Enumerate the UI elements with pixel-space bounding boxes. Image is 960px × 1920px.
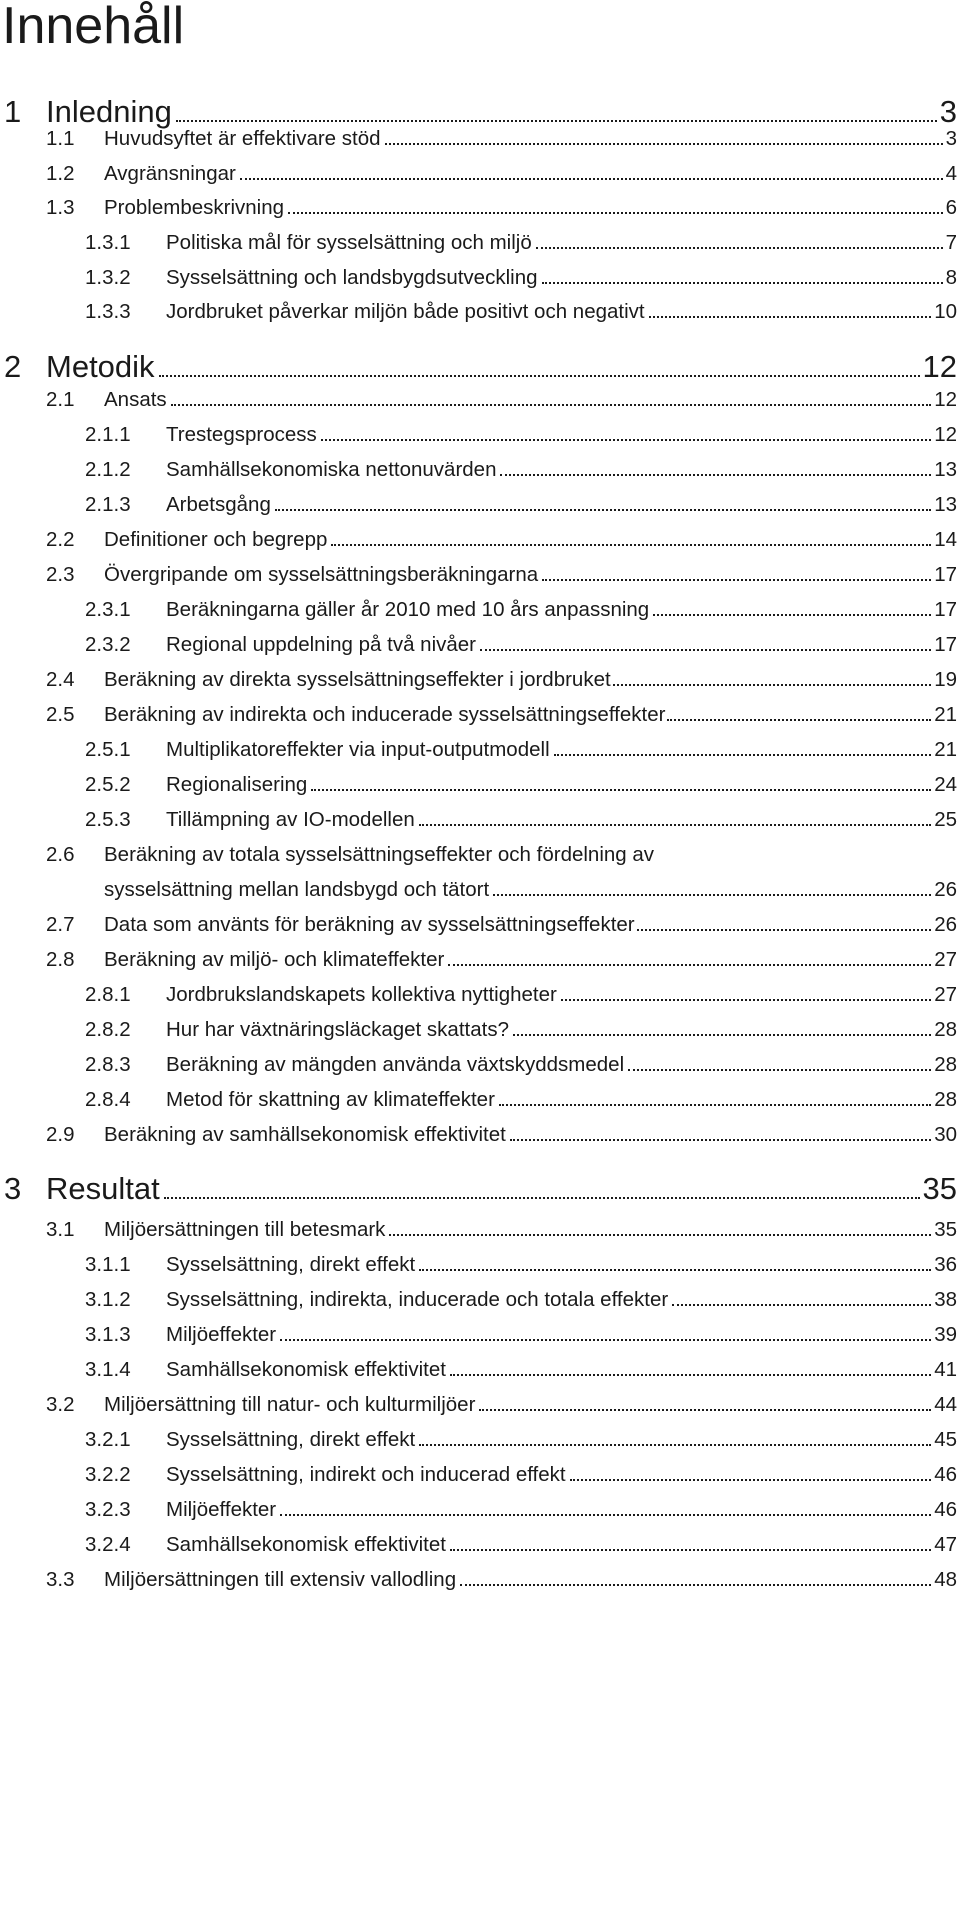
toc-page-number: 12	[934, 388, 957, 411]
dot-leader	[275, 509, 931, 511]
toc-entry-2-1-2[interactable]	[85, 458, 957, 482]
toc-title: Regionalisering	[166, 773, 308, 796]
toc-title: Övergripande om sysselsättningsberäkningarna	[104, 563, 539, 586]
toc-number: 2.5.1	[85, 738, 131, 761]
toc-page-number: 48	[934, 1568, 957, 1591]
toc-entry-2-3[interactable]	[46, 563, 957, 587]
toc-entry-2[interactable]	[4, 349, 957, 385]
dot-leader	[561, 999, 931, 1001]
toc-title: Sysselsättning, indirekt och inducerad effekt	[166, 1463, 566, 1486]
toc-entry-2-9[interactable]	[46, 1123, 957, 1147]
toc-title: Ansats	[104, 388, 167, 411]
toc-page-number: 35	[922, 1171, 957, 1206]
toc-title: Arbetsgång	[166, 493, 271, 516]
dot-leader	[280, 1339, 931, 1341]
toc-entry-1-3[interactable]	[46, 196, 957, 220]
dot-leader	[672, 1304, 931, 1306]
dot-leader	[419, 1269, 931, 1271]
toc-page-number: 26	[934, 878, 957, 901]
toc-title: Jordbruket påverkar miljön både positivt och negativt	[166, 300, 645, 323]
toc-entry-3-2-1[interactable]	[85, 1428, 957, 1452]
toc-entry-2-1[interactable]	[46, 388, 957, 412]
toc-number: 2.8.3	[85, 1053, 131, 1076]
dot-leader	[288, 212, 943, 214]
toc-title: Miljöeffekter	[166, 1498, 277, 1521]
dot-leader	[448, 964, 931, 966]
dot-leader	[419, 1444, 931, 1446]
toc-title: Sysselsättning, direkt effekt	[166, 1428, 416, 1451]
toc-page-number: 25	[934, 808, 957, 831]
toc-page-number: 3	[945, 127, 957, 150]
dot-leader	[164, 1197, 920, 1199]
toc-entry-3[interactable]	[4, 1171, 957, 1207]
toc-entry-2-5-3[interactable]	[85, 808, 957, 832]
toc-title: Trestegsprocess	[166, 423, 317, 446]
toc-page-number: 45	[934, 1428, 957, 1451]
toc-page-number: 28	[934, 1018, 957, 1041]
toc-title: Miljöeffekter	[166, 1323, 277, 1346]
dot-leader	[499, 1104, 931, 1106]
dot-leader	[613, 684, 932, 686]
dot-leader	[176, 120, 937, 122]
toc-entry-3-1-3[interactable]	[85, 1323, 957, 1347]
toc-title: Miljöersättningen till extensiv vallodling	[104, 1568, 457, 1591]
toc-page-number: 7	[945, 231, 957, 254]
toc-number: 1.3.2	[85, 266, 131, 289]
toc-number: 2.3.2	[85, 633, 131, 656]
toc-number: 3.1.2	[85, 1288, 131, 1311]
toc-entry-1-3-1[interactable]	[85, 231, 957, 255]
toc-entry-2-5-1[interactable]	[85, 738, 957, 762]
dot-leader	[171, 404, 932, 406]
toc-number: 2.8	[46, 948, 75, 971]
toc-page-number: 30	[934, 1123, 957, 1146]
dot-leader	[649, 316, 932, 318]
toc-number: 3.1.1	[85, 1253, 131, 1276]
toc-entry-1-2[interactable]	[46, 162, 957, 186]
toc-title: Sysselsättning, indirekta, inducerade och totala effekter	[166, 1288, 669, 1311]
toc-number: 3.2	[46, 1393, 75, 1416]
dot-leader	[240, 178, 943, 180]
dot-leader	[542, 282, 943, 284]
toc-entry-3-1[interactable]	[46, 1218, 957, 1242]
toc-title: Miljöersättning till natur- och kulturmiljöer	[104, 1393, 476, 1416]
toc-entry-2-2[interactable]	[46, 528, 957, 552]
toc-number: 2.1.2	[85, 458, 131, 481]
dot-leader	[450, 1549, 931, 1551]
dot-leader	[479, 1409, 931, 1411]
toc-number: 2.5.2	[85, 773, 131, 796]
toc-title: Beräkningarna gäller år 2010 med 10 års anpassning	[166, 598, 650, 621]
toc-number: 2.9	[46, 1123, 75, 1146]
toc-title: Multiplikatoreffekter via input-outputmodell	[166, 738, 550, 761]
page-title: Innehåll	[2, 0, 185, 55]
toc-title: Metodik	[46, 349, 155, 384]
toc-number: 3.1	[46, 1218, 75, 1241]
toc-page-number: 21	[934, 738, 957, 761]
toc-title: Hur har växtnäringsläckaget skattats?	[166, 1018, 509, 1041]
dot-leader	[311, 789, 931, 791]
dot-leader	[513, 1034, 931, 1036]
toc-page-number: 21	[934, 703, 957, 726]
toc-page-number: 27	[934, 948, 957, 971]
toc-number: 2.1.3	[85, 493, 131, 516]
toc-title: Sysselsättning och landsbygdsutveckling	[166, 266, 538, 289]
toc-entry-3-1-4[interactable]	[85, 1358, 957, 1382]
dot-leader	[450, 1374, 931, 1376]
toc-page-number: 46	[934, 1498, 957, 1521]
dot-leader	[280, 1514, 931, 1516]
toc-page-number: 38	[934, 1288, 957, 1311]
dot-leader	[331, 544, 931, 546]
toc-number: 1.2	[46, 162, 75, 185]
dot-leader	[554, 754, 932, 756]
dot-leader	[389, 1234, 931, 1236]
toc-entry-2-3-2[interactable]	[85, 633, 957, 657]
toc-title: Samhällsekonomisk effektivitet	[166, 1358, 446, 1381]
toc-title: Inledning	[46, 94, 172, 129]
toc-entry-1-3-2[interactable]	[85, 266, 957, 290]
toc-number: 2.6	[46, 843, 75, 866]
toc-entry-2-5[interactable]	[46, 703, 957, 727]
toc-entry-2-7[interactable]	[46, 913, 957, 937]
toc-entry-3-1-2[interactable]	[85, 1288, 957, 1312]
dot-leader	[510, 1139, 931, 1141]
toc-page-number: 41	[934, 1358, 957, 1381]
toc-number: 2.4	[46, 668, 75, 691]
toc-page-number: 47	[934, 1533, 957, 1556]
toc-entry-2-8-2[interactable]	[85, 1018, 957, 1042]
toc-entry-2-1-3[interactable]	[85, 493, 957, 517]
toc-number: 3.2.2	[85, 1463, 131, 1486]
toc-number: 1.1	[46, 127, 75, 150]
toc-title: Miljöersättningen till betesmark	[104, 1218, 386, 1241]
toc-page-number: 27	[934, 983, 957, 1006]
toc-number: 3	[4, 1171, 22, 1206]
toc-entry-2-6[interactable]	[46, 843, 654, 867]
toc-number: 2.3	[46, 563, 75, 586]
toc-entry-2-5-2[interactable]	[85, 773, 957, 797]
toc-page-number: 13	[934, 493, 957, 516]
toc-title: Jordbrukslandskapets kollektiva nyttigheter	[166, 983, 557, 1006]
toc-title: Samhällsekonomiska nettonuvärden	[166, 458, 497, 481]
toc-entry-3-2[interactable]	[46, 1393, 957, 1417]
toc-page-number: 17	[934, 563, 957, 586]
toc-number: 2.8.1	[85, 983, 131, 1006]
dot-leader	[628, 1069, 931, 1071]
toc-title: Huvudsyftet är effektivare stöd	[104, 127, 381, 150]
toc-number: 2.5	[46, 703, 75, 726]
toc-title: Data som använts för beräkning av sysselsättningseffekter	[104, 913, 635, 936]
toc-number: 2.8.4	[85, 1088, 131, 1111]
toc-title: Beräkning av samhällsekonomisk effektivitet	[104, 1123, 506, 1146]
toc-entry-3-3[interactable]	[46, 1568, 957, 1592]
toc-number: 2.7	[46, 913, 75, 936]
toc-title: Avgränsningar	[104, 162, 236, 185]
toc-entry-2-8[interactable]	[46, 948, 957, 972]
toc-entry-2-4[interactable]	[46, 668, 957, 692]
toc-title: Problembeskrivning	[104, 196, 285, 219]
toc-number: 1.3.1	[85, 231, 131, 254]
toc-number: 2.3.1	[85, 598, 131, 621]
toc-page-number: 36	[934, 1253, 957, 1276]
dot-leader	[542, 579, 931, 581]
toc-entry-3-1-1[interactable]	[85, 1253, 957, 1277]
toc-entry-1-1[interactable]	[46, 127, 957, 151]
dot-leader	[480, 649, 931, 651]
toc-entry-2-1-1[interactable]	[85, 423, 957, 447]
toc-entry-2-6-cont[interactable]	[104, 878, 957, 902]
toc-entry-3-2-2[interactable]	[85, 1463, 957, 1487]
toc-page-number: 12	[922, 349, 957, 384]
toc-page-number: 6	[945, 196, 957, 219]
toc-number: 2.8.2	[85, 1018, 131, 1041]
toc-page-number: 39	[934, 1323, 957, 1346]
toc-title: Tillämpning av IO-modellen	[166, 808, 415, 831]
toc-entry-2-8-3[interactable]	[85, 1053, 957, 1077]
toc-page-number: 19	[934, 668, 957, 691]
toc-title: Metod för skattning av klimateffekter	[166, 1088, 495, 1111]
toc-entry-3-2-4[interactable]	[85, 1533, 957, 1557]
toc-entry-2-8-4[interactable]	[85, 1088, 957, 1112]
toc-entry-2-8-1[interactable]	[85, 983, 957, 1007]
dot-leader	[159, 375, 920, 377]
toc-page-number: 14	[934, 528, 957, 551]
toc-number: 2.5.3	[85, 808, 131, 831]
dot-leader	[419, 824, 931, 826]
toc-page-number: 12	[934, 423, 957, 446]
toc-title: Definitioner och begrepp	[104, 528, 328, 551]
toc-number: 2.1	[46, 388, 75, 411]
toc-title: Beräkning av mängden använda växtskyddsmedel	[166, 1053, 625, 1076]
toc-page-number: 35	[934, 1218, 957, 1241]
toc-number: 3.1.3	[85, 1323, 131, 1346]
toc-title: Beräkning av direkta sysselsättningseffekter i jordbruket	[104, 668, 611, 691]
toc-title: Resultat	[46, 1171, 160, 1206]
dot-leader	[637, 929, 932, 931]
toc-number: 2.2	[46, 528, 75, 551]
toc-page-number: 26	[934, 913, 957, 936]
toc-number: 3.2.4	[85, 1533, 131, 1556]
toc-page-number: 13	[934, 458, 957, 481]
dot-leader	[500, 474, 931, 476]
toc-number: 1.3.3	[85, 300, 131, 323]
toc-number: 2	[4, 349, 22, 384]
dot-leader	[460, 1584, 931, 1586]
dot-leader	[667, 719, 931, 721]
toc-entry-3-2-3[interactable]	[85, 1498, 957, 1522]
toc-entry-1-3-3[interactable]	[85, 300, 957, 324]
toc-title: Regional uppdelning på två nivåer	[166, 633, 477, 656]
toc-title: Sysselsättning, direkt effekt	[166, 1253, 416, 1276]
dot-leader	[493, 894, 931, 896]
toc-page-number: 17	[934, 598, 957, 621]
toc-page-number: 8	[945, 266, 957, 289]
toc-title: Beräkning av miljö- och klimateffekter	[104, 948, 445, 971]
toc-entry-2-3-1[interactable]	[85, 598, 957, 622]
toc-page-number: 10	[934, 300, 957, 323]
toc-page-number: 46	[934, 1463, 957, 1486]
toc-page-number: 28	[934, 1053, 957, 1076]
toc-page-number: 28	[934, 1088, 957, 1111]
toc-number: 2.1.1	[85, 423, 131, 446]
dot-leader	[321, 439, 931, 441]
toc-number: 3.2.1	[85, 1428, 131, 1451]
toc-number: 3.3	[46, 1568, 75, 1591]
toc-title: Beräkning av totala sysselsättningseffekter och fördelning av	[104, 843, 655, 866]
toc-page-number: 3	[939, 94, 957, 129]
toc-page-number: 44	[934, 1393, 957, 1416]
toc-title: Politiska mål för sysselsättning och miljö	[166, 231, 532, 254]
dot-leader	[570, 1479, 932, 1481]
dot-leader	[653, 614, 931, 616]
toc-number: 1	[4, 94, 22, 129]
toc-page-number: 24	[934, 773, 957, 796]
dot-leader	[385, 143, 943, 145]
toc-number: 3.1.4	[85, 1358, 131, 1381]
toc-number: 3.2.3	[85, 1498, 131, 1521]
toc-number: 1.3	[46, 196, 75, 219]
toc-title-continued: sysselsättning mellan landsbygd och tätort	[104, 878, 490, 901]
toc-title: Beräkning av indirekta och inducerade sysselsättningseffekter	[104, 703, 666, 726]
toc-title: Samhällsekonomisk effektivitet	[166, 1533, 446, 1556]
toc-entry-1[interactable]	[4, 94, 957, 130]
toc-page-number: 17	[934, 633, 957, 656]
dot-leader	[536, 247, 943, 249]
toc-page-number: 4	[945, 162, 957, 185]
